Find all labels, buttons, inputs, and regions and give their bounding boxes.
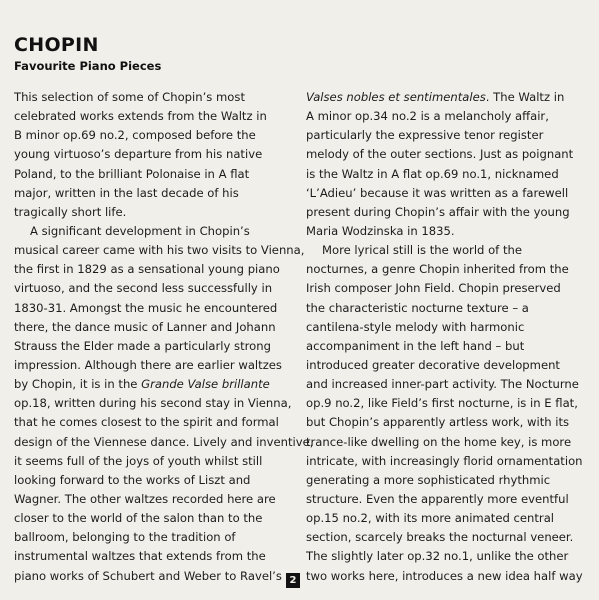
- italic-title: Grande Valse brillante: [141, 377, 270, 392]
- text-line: 1830-31. Amongst the music he encountered: [14, 300, 278, 315]
- text-line: musical career came with his two visits to Vienna,: [14, 243, 305, 258]
- text-line: there, the dance music of Lanner and Johann: [14, 319, 276, 334]
- text-segment: by Chopin, it is in the: [14, 377, 142, 392]
- text-line: the first in 1829 as a sensational young piano: [14, 262, 280, 277]
- text-line: This selection of some of Chopin’s most: [14, 90, 245, 104]
- text-line: and increased inner-part activity. The Nocturne: [306, 377, 579, 392]
- text-line: More lyrical still is the world of the: [322, 243, 522, 258]
- text-line: structure. Even the apparently more eventful: [306, 491, 569, 506]
- text-line: generating a more sophisticated rhythmic: [306, 472, 551, 487]
- text-line: B minor op.69 no.2, composed before the: [14, 128, 256, 143]
- text-line: Wagner. The other waltzes recorded here are: [14, 491, 276, 506]
- text-line: it seems full of the joys of youth whilst still: [14, 453, 263, 468]
- text-line: particularly the expressive tenor register: [306, 128, 544, 143]
- text-line: major, written in the last decade of his: [14, 185, 239, 200]
- text-line: op.18, written during his second stay in Vienna,: [14, 396, 292, 411]
- text-line: Irish composer John Field. Chopin preserved: [306, 281, 561, 296]
- text-line: but Chopin’s apparently artless work, with its: [306, 415, 570, 430]
- text-line: Poland, to the brilliant Polonaise in A flat: [14, 166, 250, 181]
- text-line: celebrated works extends from the Waltz in: [14, 109, 267, 124]
- text-line: Maria Wodzinska in 1835.: [306, 223, 455, 238]
- text-line: looking forward to the works of Liszt and: [14, 472, 251, 487]
- text-line: piano works of Schubert and Weber to Ravel’s: [14, 568, 282, 583]
- page-title: CHOPIN: [14, 34, 99, 56]
- text-line: section, scarcely breaks the nocturnal veneer.: [306, 530, 574, 545]
- text-segment: . The Waltz in: [485, 90, 565, 104]
- text-line: intricate, with increasingly florid ornamentation: [306, 453, 583, 468]
- text-line: [306, 88, 574, 107]
- text-column-right: [306, 88, 583, 586]
- text-line: ‘L’Adieu’ because it was written as a farewell: [306, 185, 569, 200]
- text-line: closer to the world of the salon than to the: [14, 511, 263, 526]
- text-line: cantilena-style melody with harmonic: [306, 319, 525, 334]
- text-line: that he comes closest to the spirit and formal: [14, 415, 279, 430]
- heading: [14, 34, 161, 74]
- text-line: trance-like dwelling on the home key, is more: [306, 434, 572, 449]
- text-line: Strauss the Elder made a particularly strong: [14, 338, 271, 353]
- text-line: two works here, introduces a new idea half way: [306, 568, 583, 583]
- text-line: impression. Although there are earlier waltzes: [14, 357, 282, 372]
- text-line: [14, 375, 282, 394]
- text-line: young virtuoso’s departure from his native: [14, 147, 263, 162]
- text-line: design of the Viennese dance. Lively and inventive,: [14, 434, 314, 449]
- italic-title: Valses nobles et sentimentales: [306, 90, 486, 104]
- page-subtitle: Favourite Piano Pieces: [14, 59, 162, 73]
- text-line: op.15 no.2, with its more animated central: [306, 511, 555, 526]
- text-line: A significant development in Chopin’s: [30, 223, 250, 238]
- text-line: nocturnes, a genre Chopin inherited from the: [306, 262, 569, 277]
- text-line: introduced greater decorative development: [306, 357, 560, 372]
- text-line: virtuoso, and the second less successfully in: [14, 281, 273, 296]
- text-line: tragically short life.: [14, 204, 127, 219]
- text-line: melody of the outer sections. Just as poignant: [306, 147, 574, 162]
- text-line: present during Chopin’s affair with the young: [306, 204, 570, 219]
- text-line: op.9 no.2, like Field’s first nocturne, is in E flat,: [306, 396, 578, 411]
- text-line: the characteristic nocturne texture – a: [306, 300, 529, 315]
- text-line: ballroom, belonging to the tradition of: [14, 530, 236, 545]
- page-number: 2: [286, 573, 300, 588]
- text-line: accompaniment in the left hand – but: [306, 338, 525, 353]
- text-line: The slightly later op.32 no.1, unlike the other: [306, 549, 569, 564]
- text-line: A minor op.34 no.2 is a melancholy affair,: [306, 109, 549, 124]
- text-column-left: [14, 88, 314, 586]
- text-line: is the Waltz in A flat op.69 no.1, nicknamed: [306, 166, 559, 181]
- text-line: instrumental waltzes that extends from the: [14, 549, 266, 564]
